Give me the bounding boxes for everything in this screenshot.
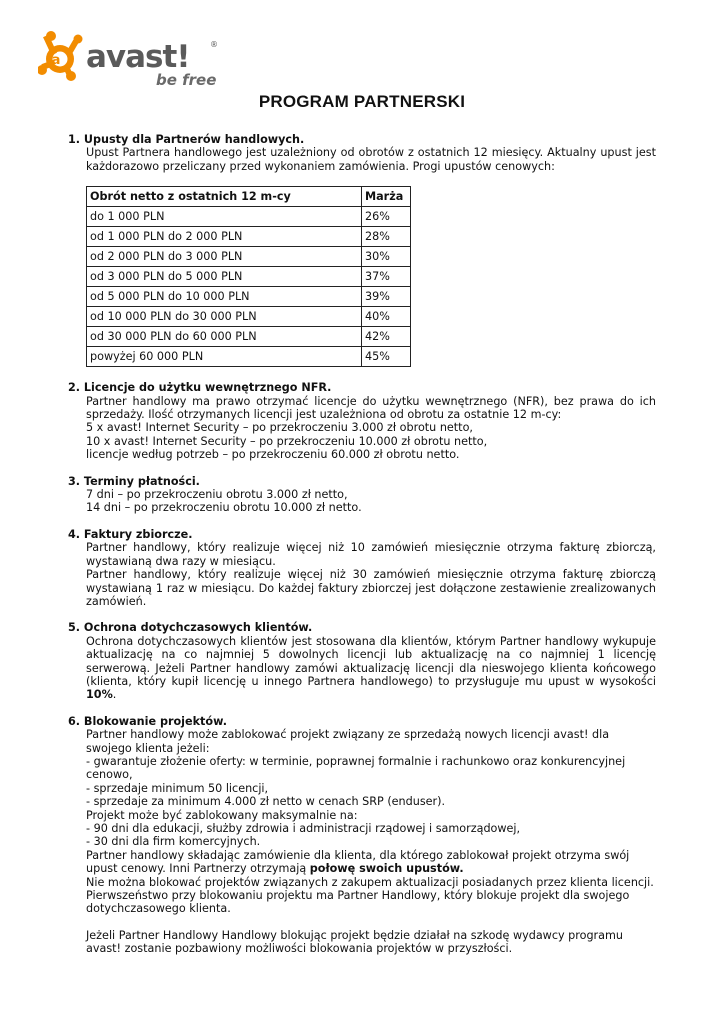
table-row xyxy=(87,207,411,227)
table-cell: od 10 000 PLN do 30 000 PLN xyxy=(87,307,362,327)
upust-bold: połowę swoich upustów. xyxy=(309,862,464,876)
text-line: - gwarantuje złożenie oferty: w terminie, poprawnej formalnie i rachunkowo oraz konkurencyjnej cenowo, xyxy=(86,754,626,782)
page-title: PROGRAM PARTNERSKI xyxy=(258,92,466,111)
table-row xyxy=(87,227,411,247)
table-cell: do 1 000 PLN xyxy=(87,207,362,227)
section-client-protection xyxy=(68,621,656,701)
table-row xyxy=(87,267,411,287)
text-line: licencje według potrzeb – po przekroczeniu 60.000 zł obrotu netto. xyxy=(86,448,460,462)
text-line: 7 dni – po przekroczeniu obrotu 3.000 zł netto, xyxy=(86,488,348,502)
discount-table xyxy=(86,186,411,367)
discount-value: 10% xyxy=(86,688,113,702)
table-cell: 45% xyxy=(362,347,411,367)
paragraph: Partner handlowy, który realizuje więcej niż 10 zamówień miesięcznie otrzyma fakturę zbiorczą, wystawianą dwa razy w miesiącu. xyxy=(86,541,656,568)
table-cell: od 30 000 PLN do 60 000 PLN xyxy=(87,327,362,347)
section-heading: 1. Upusty dla Partnerów handlowych. xyxy=(68,133,305,146)
text-line: 10 x avast! Internet Security – po przekroczeniu 10.000 zł obrotu netto, xyxy=(86,434,488,448)
table-cell: 26% xyxy=(362,207,411,227)
section-collective-invoices xyxy=(68,528,656,608)
text-line: 14 dni – po przekroczeniu obrotu 10.000 zł netto. xyxy=(86,501,362,515)
section-text xyxy=(68,395,656,462)
text-line: Pierwszeństwo przy blokowaniu projektu ma Partner Handlowy, który blokuje projekt dla swojego dotychczasowego klienta. xyxy=(86,889,630,916)
svg-text:a: a xyxy=(51,53,61,68)
text-line: - 30 dni dla firm komercyjnych. xyxy=(86,835,261,849)
table-cell: 39% xyxy=(362,287,411,307)
section-nfr-licenses xyxy=(68,381,656,461)
paragraph-tail: . xyxy=(112,688,117,702)
table-header-row xyxy=(87,187,411,207)
table-row xyxy=(87,247,411,267)
text-line: - sprzedaje za minimum 4.000 zł netto w cenach SRP (enduser). xyxy=(86,795,446,809)
section-discounts xyxy=(68,133,656,367)
table-cell: od 3 000 PLN do 5 000 PLN xyxy=(87,267,362,287)
column-header-margin: Marża xyxy=(362,187,411,207)
document-body xyxy=(68,133,656,969)
logo-brand: avast! xyxy=(86,39,190,75)
table-cell: powyżej 60 000 PLN xyxy=(87,347,362,367)
paragraph: Partner handlowy, który realizuje więcej niż 30 zamówień miesięcznie otrzyma fakturę zbiorczą wystawianą 1 raz w miesiącu. Do każdej faktury zbiorczej jest dołączone zestawienie zrealizowanych zamówień. xyxy=(86,568,656,608)
table-cell: 28% xyxy=(362,227,411,247)
upust-text: upust cenowy. Inni Partnerzy otrzymają xyxy=(86,862,310,876)
section-heading: 2. Licencje do użytku wewnętrznego NFR. xyxy=(68,381,332,395)
section-project-blocking xyxy=(68,715,656,956)
text-line: Partner handlowy składając zamówienie dla klienta, dla którego zablokował projekt otrzyma swój xyxy=(86,848,630,862)
column-header-turnover: Obrót netto z ostatnich 12 m-cy xyxy=(87,187,362,207)
table-row xyxy=(87,287,411,307)
table-cell: 40% xyxy=(362,307,411,327)
text-line: Nie można blokować projektów związanych z zakupem aktualizacji posiadanych przez klienta licencji. xyxy=(86,875,654,889)
logo-tagline: be free xyxy=(156,71,217,89)
section-text xyxy=(68,541,656,608)
text-line: Jeżeli Partner Handlowy Handlowy blokując projekt będzie działał na szkodę wydawcy programu avast! zostanie pozbawiony możliwości blokowania projektów w przyszłości. xyxy=(86,928,623,956)
table-row xyxy=(87,347,411,367)
section-payment-terms xyxy=(68,475,656,515)
table-cell: 37% xyxy=(362,267,411,287)
avast-logo xyxy=(38,30,228,92)
section-text xyxy=(68,728,656,956)
section-text: Upust Partnera handlowego jest uzależniony od obrotów z ostatnich 12 miesięcy. Aktualny upust jest każdorazowo przeliczany przed wykonaniem zamówienia. Progi upustów cenowych: xyxy=(86,146,656,173)
text-line xyxy=(86,862,656,875)
table-cell: 30% xyxy=(362,247,411,267)
section-heading: 5. Ochrona dotychczasowych klientów. xyxy=(68,621,313,635)
section-heading: 3. Terminy płatności. xyxy=(68,474,200,488)
text-line: Partner handlowy może zablokować projekt związany ze sprzedażą nowych licencji avast! dla swojego klienta jeżeli: xyxy=(86,728,610,755)
paragraph-text: Ochrona dotychczasowych klientów jest stosowana dla klientów, którym Partner handlowy wykupuje aktualizację na co najmniej 5 dowolnych licencji lub aktualizację na co najmniej 1 licencję serwerową. Jeżeli Partner handlowy zamówi aktualizację licencji dla nieswojego klienta końcowego (klienta, który kupił licencję u innego Partnera handlowego) to przysługuje mu upust w wysokości xyxy=(86,634,656,688)
text-line: - 90 dni dla edukacji, służby zdrowia i administracji rządowej i samorządowej, xyxy=(86,822,521,835)
text-line: 5 x avast! Internet Security – po przekroczeniu 3.000 zł obrotu netto, xyxy=(86,421,473,435)
table-row xyxy=(87,307,411,327)
section-text xyxy=(68,635,656,702)
text-line: Projekt może być zablokowany maksymalnie na: xyxy=(86,808,358,822)
paragraph: Partner handlowy ma prawo otrzymać licencje do użytku wewnętrznego (NFR), bez prawa do ich sprzedaży. Ilość otrzymanych licencji jest uzależniona od obrotu za ostatnie 12 m-cy: xyxy=(86,394,656,422)
logo-reg: ® xyxy=(210,40,218,49)
table-cell: od 1 000 PLN do 2 000 PLN xyxy=(87,227,362,247)
section-text xyxy=(68,488,656,515)
table-cell: 42% xyxy=(362,327,411,347)
spacer xyxy=(86,916,656,929)
section-heading: 4. Faktury zbiorcze. xyxy=(68,527,193,541)
table-cell: od 2 000 PLN do 3 000 PLN xyxy=(87,247,362,267)
avast-logo-graphic xyxy=(38,30,228,92)
text-line: - sprzedaje minimum 50 licencji, xyxy=(86,781,269,795)
table-row xyxy=(87,327,411,347)
table-cell: od 5 000 PLN do 10 000 PLN xyxy=(87,287,362,307)
section-heading: 6. Blokowanie projektów. xyxy=(68,714,227,728)
